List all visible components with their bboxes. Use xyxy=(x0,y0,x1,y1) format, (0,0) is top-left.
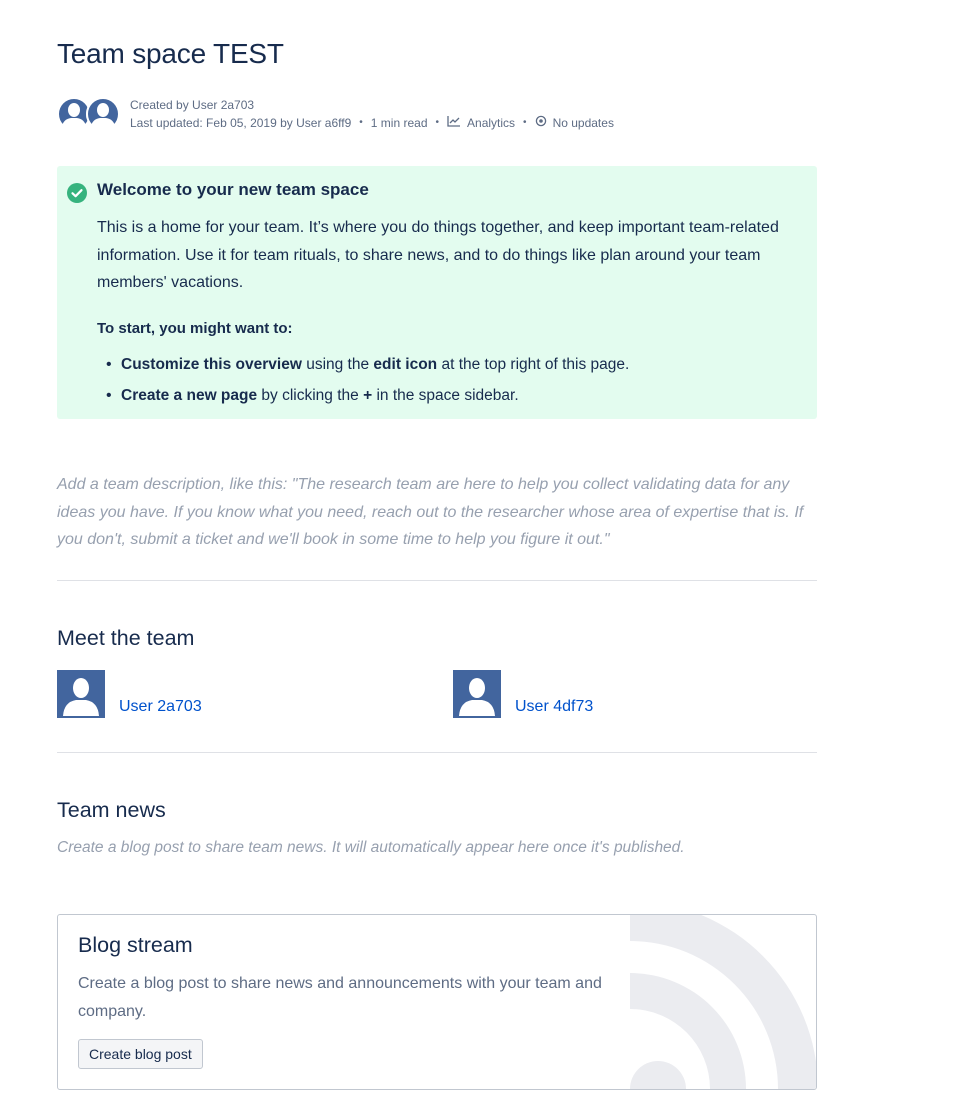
separator-dot: • xyxy=(359,117,363,128)
panel-title: Welcome to your new team space xyxy=(97,180,369,199)
line-chart-icon xyxy=(447,114,461,132)
separator-dot: • xyxy=(523,117,527,128)
list-item-bold: edit icon xyxy=(373,356,438,373)
team-description-placeholder: Add a team description, like this: "The research team are here to help you collect validating data for any ideas you have. If you know what you need, reach out to the researcher whose area of expertise that is. If you don't, submit a ticket and we'll book in some time to help you figure it out." xyxy=(57,476,804,548)
team-member-link[interactable]: User 4df73 xyxy=(515,698,594,715)
created-by: Created by User 2a703 xyxy=(130,98,255,112)
list-item-bold: Create a new page xyxy=(121,387,258,404)
check-circle-icon xyxy=(67,183,87,203)
editor-avatar-icon[interactable] xyxy=(86,97,120,131)
rss-feed-icon xyxy=(630,914,817,1090)
blog-stream-title: Blog stream xyxy=(78,933,193,957)
list-item-bold: Customize this overview xyxy=(121,356,302,373)
analytics-label: Analytics xyxy=(467,116,516,130)
watch-eye-icon xyxy=(535,114,547,132)
blog-stream-text: Create a blog post to share news and announcements with your team and company. xyxy=(78,975,602,1020)
getting-started-list xyxy=(97,352,629,414)
byline-row xyxy=(130,114,614,132)
list-item-text: in the space sidebar. xyxy=(372,387,519,404)
create-blog-post-button[interactable]: Create blog post xyxy=(78,1039,203,1069)
updates-label: No updates xyxy=(552,116,614,130)
team-news-heading: Team news xyxy=(57,798,166,822)
last-updated: Last updated: Feb 05, 2019 by User a6ff9 xyxy=(130,116,352,130)
default-user-avatar-icon[interactable] xyxy=(453,670,501,718)
list-item-text: using the xyxy=(301,356,374,373)
meet-team-heading: Meet the team xyxy=(57,626,195,650)
analytics-link[interactable] xyxy=(447,114,515,132)
page-title: Team space TEST xyxy=(57,38,284,69)
divider xyxy=(57,580,817,581)
byline-meta xyxy=(130,96,614,132)
watch-link[interactable] xyxy=(535,114,614,132)
blog-stream-card xyxy=(57,914,817,1090)
list-item xyxy=(97,352,629,383)
team-member-link[interactable]: User 2a703 xyxy=(119,698,202,715)
read-time: 1 min read xyxy=(370,116,428,130)
list-item-text: at the top right of this page. xyxy=(437,356,630,373)
default-user-avatar-icon[interactable] xyxy=(57,670,105,718)
separator-dot: • xyxy=(435,117,440,128)
author-avatars[interactable] xyxy=(57,97,123,133)
team-news-placeholder: Create a blog post to share team news. It will automatically appear here once it's published. xyxy=(57,839,685,856)
list-item-bold: + xyxy=(363,387,373,404)
list-item-text: by clicking the xyxy=(257,387,364,404)
welcome-panel xyxy=(57,166,817,419)
panel-text: This is a home for your team. It’s where you do things together, and keep important team-related information. Use it for team rituals, to share news, and to do things like plan around your team members' vacations. xyxy=(97,219,779,291)
divider xyxy=(57,752,817,753)
panel-subheading: To start, you might want to: xyxy=(97,320,293,337)
list-item xyxy=(97,383,629,414)
